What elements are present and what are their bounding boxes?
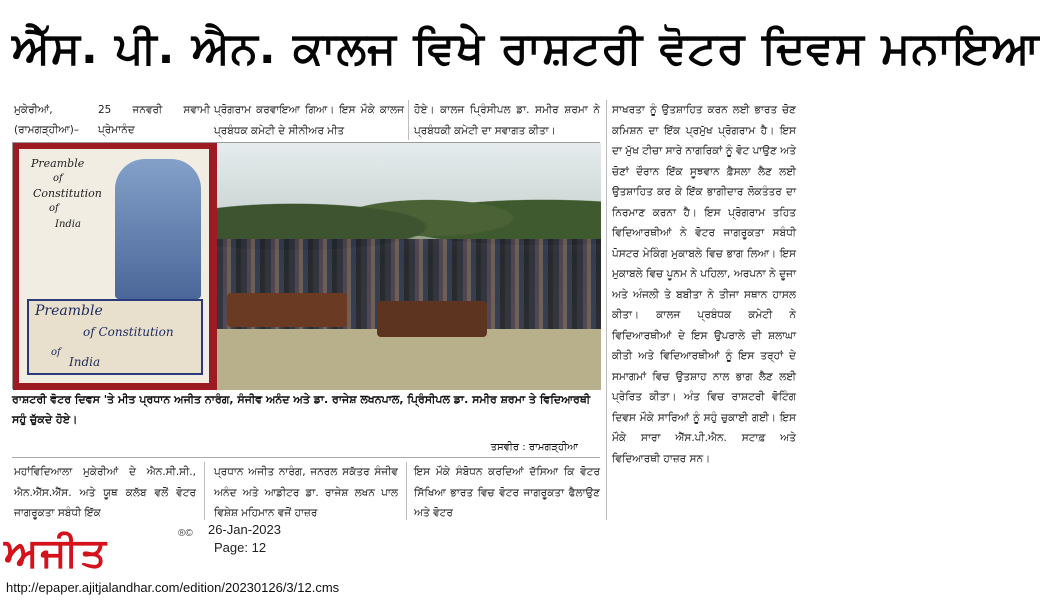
article-col3-top: ਹੋਏ। ਕਾਲਜ ਪ੍ਰਿੰਸੀਪਲ ਡਾ. ਸਮੀਰ ਸ਼ਰਮਾ ਨੇ ਪ੍ਰਬੰਧਕੀ ਕਮੇਟੀ ਦਾ ਸਵਾਗਤ ਕੀਤਾ। [414, 104, 600, 137]
poster-title-5: India [55, 219, 81, 230]
column-divider [408, 100, 409, 140]
article-col2-top: ਪ੍ਰੋਗਰਾਮ ਕਰਵਾਇਆ ਗਿਆ। ਇਸ ਮੌਕੇ ਕਾਲਜ ਪ੍ਰਬੰਧਕ ਕਮੇਟੀ ਦੇ ਸੀਨੀਅਰ ਮੀਤ [214, 104, 404, 137]
dateline [14, 100, 210, 140]
article-col1-bottom: ਮਹਾਂਵਿਦਿਆਲਾ ਮੁਕੇਰੀਆਂ ਦੇ ਐਨ.ਸੀ.ਸੀ., ਐਨ.ਐੱਸ.ਐੱਸ. ਅਤੇ ਯੂਥ ਕਲੱਬ ਵਲੋਂ ਵੋਟਰ ਜਾਗਰੂਕਤਾ ਸਬੰਧੀ ਇੱਕ [14, 466, 196, 519]
column-divider [406, 462, 407, 520]
poster-banner-1: Preamble [35, 303, 103, 319]
poster-banner-4: India [69, 355, 101, 369]
photo-caption [12, 390, 600, 458]
newspaper-logo: ਅਜੀਤ [4, 530, 109, 576]
poster-canvas [19, 149, 209, 383]
photo-ground [217, 329, 601, 390]
poster-banner-3: of [51, 347, 61, 358]
poster-image [13, 143, 217, 390]
poster-banner [27, 299, 203, 375]
dateline-place: ਮੁਕੇਰੀਆਂ, (ਰਾਮਗੜ੍ਹੀਆ)– [14, 104, 80, 136]
poster-figure [115, 159, 201, 299]
epaper-url[interactable]: http://epaper.ajitjalandhar.com/edition/20230126/3/12.cms [6, 580, 340, 595]
photo-sofa [377, 301, 487, 337]
column-divider [606, 100, 607, 520]
photo-credit: ਤਸਵੀਰ : ਰਾਮਗੜ੍ਹੀਆ [490, 442, 578, 453]
poster-title-2: of [53, 173, 63, 184]
ceremony-photo [217, 143, 601, 390]
trademark-mark: ®© [178, 528, 193, 539]
poster-title-3: Constitution [33, 187, 102, 200]
headline: ਐੱਸ. ਪੀ. ਐਨ. ਕਾਲਜ ਵਿਖੇ ਰਾਸ਼ਟਰੀ ਵੋਟਰ ਦਿਵਸ ਮਨਾਇਆ [12, 23, 1040, 74]
poster-title-4: of [49, 203, 59, 214]
dateline-rest: 25 ਜਨਵਰੀ ਸਵਾਮੀ ਪ੍ਰੇਮਾਨੰਦ [98, 104, 210, 136]
column-divider [204, 462, 205, 520]
article-col4: ਸਾਖਰਤਾ ਨੂੰ ਉਤਸ਼ਾਹਿਤ ਕਰਨ ਲਈ ਭਾਰਤ ਚੋਣ ਕਮਿਸ਼ਨ ਦਾ ਇੱਕ ਪ੍ਰਮੁੱਖ ਪ੍ਰੋਗਰਾਮ ਹੈ। ਇਸ ਦਾ ਮੁੱਖ ਟੀਚਾ ਸਾਰੇ ਨਾਗਰਿਕਾਂ ਨੂੰ ਵੋਟ ਪਾਉਣ ਅਤੇ ਚੋਣਾਂ ਦੌਰਾਨ ਇੱਕ ਸੂਝਵਾਨ ਫ਼ੈਸਲਾ ਲੈਣ ਲਈ ਉਤਸ਼ਾਹਿਤ ਕਰ ਕੇ ਇੱਕ ਭਾਗੀਦਾਰ ਲੋਕਤੰਤਰ ਦਾ ਨਿਰਮਾਣ ਕਰਨਾ ਹੈ। ਇਸ ਪ੍ਰੋਗਰਾਮ ਤਹਿਤ ਵਿਦਿਆਰਥੀਆਂ ਨੇ ਵੋਟਰ ਜਾਗਰੂਕਤਾ ਸਬੰਧੀ ਪੋਸਟਰ ਮੇਕਿੰਗ ਮੁਕਾਬਲੇ ਵਿਚ ਭਾਗ ਲਿਆ। ਇਸ ਮੁਕਾਬਲੇ ਵਿਚ ਪੂਨਮ ਨੇ ਪਹਿਲਾ, ਅਰਪਨਾ ਨੇ ਦੂਜਾ ਅਤੇ ਅੰਜਲੀ ਤੇ ਬਬੀਤਾ ਨੇ ਤੀਜਾ ਸਥਾਨ ਹਾਸਲ ਕੀਤਾ। ਕਾਲਜ ਪ੍ਰਬੰਧਕ ਕਮੇਟੀ ਨੇ ਵਿਦਿਆਰਥੀਆਂ ਦੇ ਇਸ ਉਪਰਾਲੇ ਦੀ ਸ਼ਲਾਘਾ ਕੀਤੀ ਅਤੇ ਵਿਦਿਆਰਥੀਆਂ ਨੂੰ ਇਸ ਤਰ੍ਹਾਂ ਦੇ ਸਮਾਗਮਾਂ ਵਿਚ ਉਤਸ਼ਾਹ ਨਾਲ ਭਾਗ ਲੈਣ ਲਈ ਪ੍ਰੇਰਿਤ ਕੀਤਾ। ਅੰਤ ਵਿਚ ਰਾਸ਼ਟਰੀ ਵੋਟਿੰਗ ਦਿਵਸ ਮੌਕੇ ਸਾਰਿਆਂ ਨੂੰ ਸਹੁੰ ਚੁਕਾਈ ਗਈ। ਇਸ ਮੌਕੇ ਸਾਰਾ ਐੱਸ.ਪੀ.ਐਨ. ਸਟਾਫ਼ ਅਤੇ ਵਿਦਿਆਰਥੀ ਹਾਜ਼ਰ ਸਨ। [612, 104, 796, 465]
photo-sofa [227, 293, 347, 327]
poster-banner-2: of Constitution [83, 325, 174, 339]
edition-date: 26-Jan-2023 [208, 522, 281, 537]
news-photo [12, 142, 600, 389]
article-col3-bottom: ਇਸ ਮੌਕੇ ਸੰਬੋਧਨ ਕਰਦਿਆਂ ਦੱਸਿਆ ਕਿ ਵੋਟਰ ਸਿੱਖਿਆ ਭਾਰਤ ਵਿਚ ਵੋਟਰ ਜਾਗਰੂਕਤਾ ਫੈਲਾਉਣ ਅਤੇ ਵੋਟਰ [414, 466, 600, 519]
caption-text: ਰਾਸ਼ਟਰੀ ਵੋਟਰ ਦਿਵਸ 'ਤੇ ਮੀਤ ਪ੍ਰਧਾਨ ਅਜੀਤ ਨਾਰੰਗ, ਸੰਜੀਵ ਅਨੰਦ ਅਤੇ ਡਾ. ਰਾਜੇਸ਼ ਲਖਨਪਾਲ, ਪ੍ਰਿੰਸੀਪਲ ਡਾ. ਸਮੀਰ ਸ਼ਰਮਾ ਤੇ ਵਿਦਿਆਰਥੀ ਸਹੁੰ ਚੁੱਕਦੇ ਹੋਏ। [12, 393, 591, 426]
poster-title-1: Preamble [31, 157, 85, 170]
page-number: Page: 12 [214, 540, 267, 555]
article-col2-bottom: ਪ੍ਰਧਾਨ ਅਜੀਤ ਨਾਰੰਗ, ਜਨਰਲ ਸਕੱਤਰ ਸੰਜੀਵ ਅਨੰਦ ਅਤੇ ਆਡੀਟਰ ਡਾ. ਰਾਜੇਸ਼ ਲਖਨ ਪਾਲ ਵਿਸ਼ੇਸ਼ ਮਹਿਮਾਨ ਵਜੋਂ ਹਾਜ਼ਰ [214, 466, 398, 519]
